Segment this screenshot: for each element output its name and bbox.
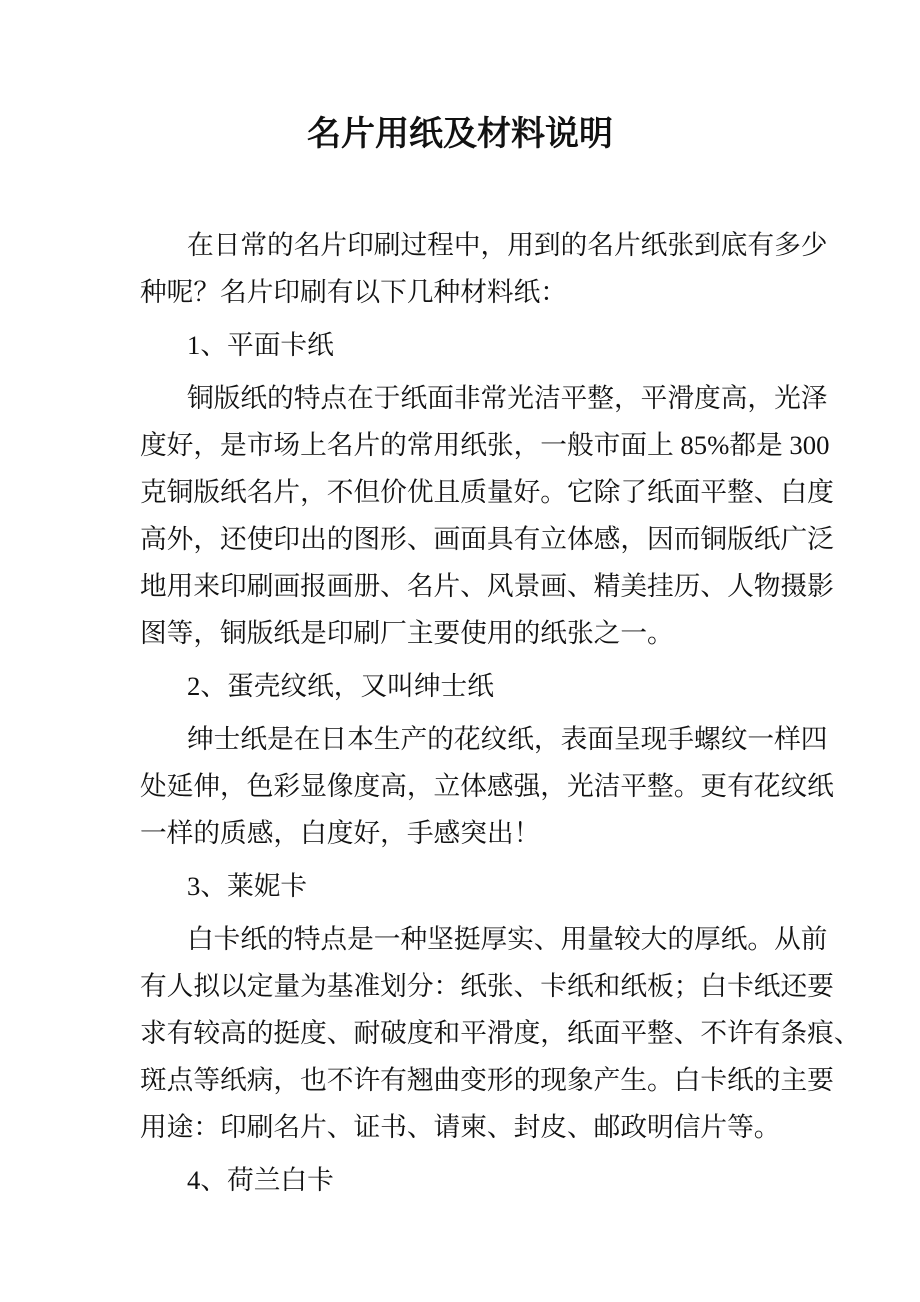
text-line: 斑点等纸病，也不许有翘曲变形的现象产生。白卡纸的主要 [140,1065,834,1095]
section-heading [140,1157,783,1204]
text-line: 2、蛋壳纹纸，又叫绅士纸 [187,671,494,701]
paragraph [140,916,861,1151]
text-line: 处延伸，色彩显像度高，立体感强，光洁平整。更有花纹纸 [140,771,834,801]
document-title: 名片用纸及材料说明 [307,116,613,153]
text-line: 地用来印刷画报画册、名片、风景画、精美挂历、人物摄影 [140,571,834,601]
text-line: 1、平面卡纸 [187,330,334,360]
section-heading [140,322,783,369]
text-line: 4、荷兰白卡 [187,1165,334,1195]
text-line: 3、莱妮卡 [187,871,308,901]
text-line: 一样的质感，白度好，手感突出！ [140,818,541,848]
text-line: 图等，铜版纸是印刷厂主要使用的纸张之一。 [140,618,674,648]
text-line: 求有较高的挺度、耐破度和平滑度，纸面平整、不许有条痕、 [140,1018,861,1048]
text-line: 绅士纸是在日本生产的花纹纸，表面呈现手螺纹一样四 [187,724,828,754]
text-line: 克铜版纸名片，不但价优且质量好。它除了纸面平整、白度 [140,477,834,507]
paragraph [140,222,828,316]
text-line: 高外，还使印出的图形、画面具有立体感，因而铜版纸广泛 [140,524,834,554]
text-line: 度好，是市场上名片的常用纸张，一般市面上 85%都是 300 [140,430,830,460]
paragraph [140,716,834,857]
text-line: 种呢？名片印刷有以下几种材料纸： [140,277,567,307]
section-heading [140,663,783,710]
text-line: 有人拟以定量为基准划分：纸张、卡纸和纸板；白卡纸还要 [140,971,834,1001]
text-line: 白卡纸的特点是一种坚挺厚实、用量较大的厚纸。从前 [187,924,828,954]
document-body [140,222,861,1210]
text-line: 铜版纸的特点在于纸面非常光洁平整，平滑度高，光泽 [187,383,828,413]
section-heading [140,863,783,910]
text-line: 用途：印刷名片、证书、请柬、封皮、邮政明信片等。 [140,1112,781,1142]
paragraph [140,375,834,657]
text-line: 在日常的名片印刷过程中，用到的名片纸张到底有多少 [187,230,828,260]
